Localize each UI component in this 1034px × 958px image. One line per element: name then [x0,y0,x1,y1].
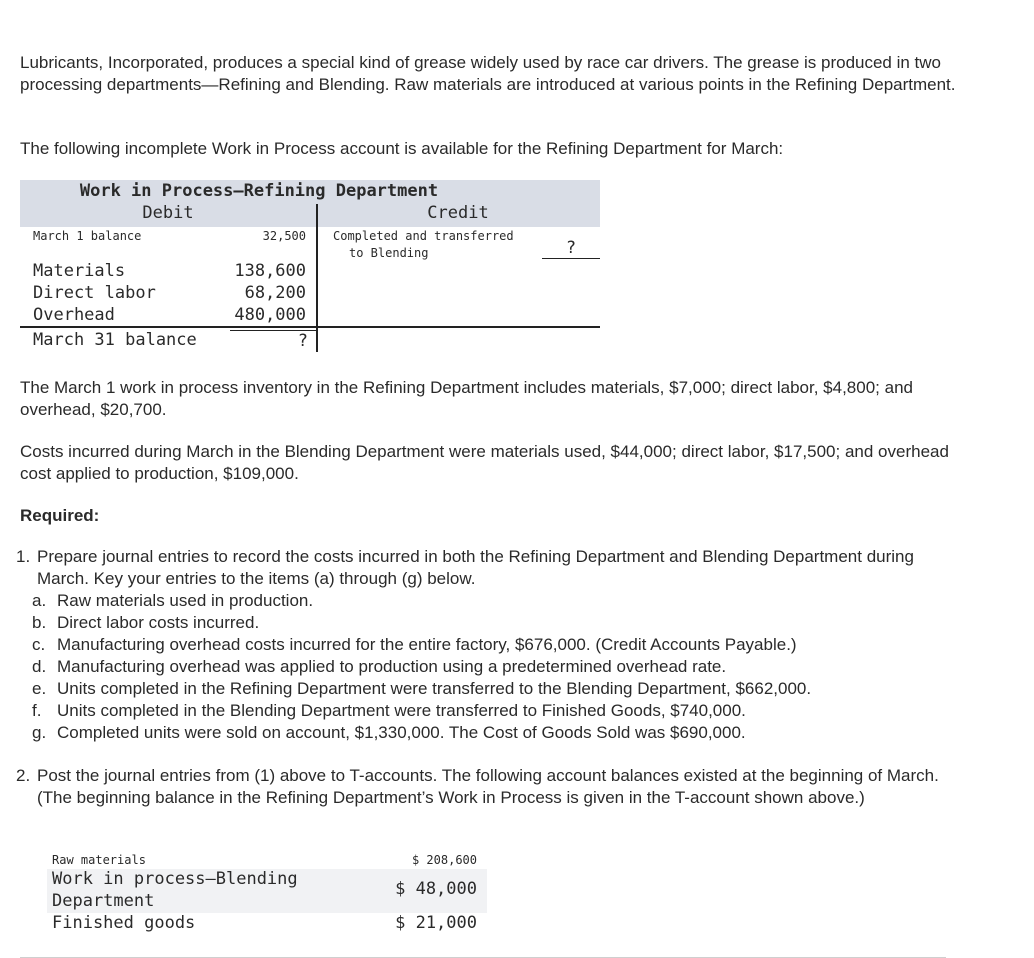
requirement-2 [16,765,970,809]
march1-balance-value: 32,500 [262,229,306,243]
requirement-1 [16,546,970,590]
materials-value: 138,600 [234,261,306,281]
required-heading: Required: [20,506,100,525]
requirement-2-number: 2. [16,766,31,785]
list-item: f. Units completed in the Blending Department were transferred to Finished Goods, $740,000. [32,701,746,720]
direct-labor-value: 68,200 [244,283,306,303]
list-item: b. Direct labor costs incurred. [32,613,260,632]
overhead-label: Overhead [33,305,115,325]
raw-materials-label: Raw materials [52,853,146,867]
requirement-1-number: 1. [16,547,31,566]
credit-value: ? [542,238,600,259]
beginning-balances-table [47,848,487,938]
direct-labor-label: Direct labor [33,283,156,303]
list-item: d. Manufacturing overhead was applied to production using a predetermined overhead rate. [32,657,727,676]
march1-detail-paragraph: The March 1 work in process inventory in the Refining Department includes materials, $7,000; direct labor, $4,800; and overhead, $20,700. [20,378,913,419]
debit-header: Debit [142,203,194,223]
following-paragraph: The following incomplete Work in Process account is available for the Refining Department for March: [20,139,784,158]
finished-goods-label: Finished goods [52,913,196,933]
requirement-1-text: Prepare journal entries to record the costs incurred in both the Refining Department and Blending Department during March. Key your entries to the items (a) through (g) below. [37,547,914,588]
t-account-title: Work in Process—Refining Department [79,181,439,201]
march31-balance-label: March 31 balance [33,330,197,350]
list-item: a. Raw materials used in production. [32,591,314,610]
blending-costs-paragraph: Costs incurred during March in the Blending Department were materials used, $44,000; direct labor, $17,500; and overhead cost applied to production, $109,000. [20,442,949,483]
march1-balance-label: March 1 balance [33,229,142,243]
t-account-vertical-line [316,204,318,352]
materials-label: Materials [33,261,126,281]
credit-line-2: to Blending [349,246,429,260]
overhead-value: 480,000 [234,305,306,325]
march31-balance-value: ? [230,330,316,351]
list-item: c. Manufacturing overhead costs incurred for the entire factory, $676,000. (Credit Accounts Payable.) [32,635,797,654]
requirement-2-text: Post the journal entries from (1) above to T-accounts. The following account balances existed at the beginning of March. (The beginning balance in the Refining Department’s Work in Process is given in the T-account shown above.) [37,766,939,807]
credit-header: Credit [427,203,489,223]
raw-materials-value: $ 208,600 [411,853,477,867]
wip-blending-label-2: Department [52,891,155,911]
finished-goods-value: $ 21,000 [395,913,477,933]
wip-blending-label-1: Work in process—Blending [52,869,298,889]
t-account-total-line [20,326,600,328]
list-item: g. Completed units were sold on account, $1,330,000. The Cost of Goods Sold was $690,000. [32,723,746,742]
t-account-refining [20,180,600,355]
intro-paragraph: Lubricants, Incorporated, produces a special kind of grease widely used by race car drivers. The grease is produced in two processing departments—Refining and Blending. Raw materials are introduced at various points in the Refining Department. [20,53,956,94]
list-item: e. Units completed in the Refining Department were transferred to the Blending Department, $662,000. [32,679,812,698]
credit-line-1: Completed and transferred [333,229,514,243]
wip-blending-value: $ 48,000 [395,879,477,899]
